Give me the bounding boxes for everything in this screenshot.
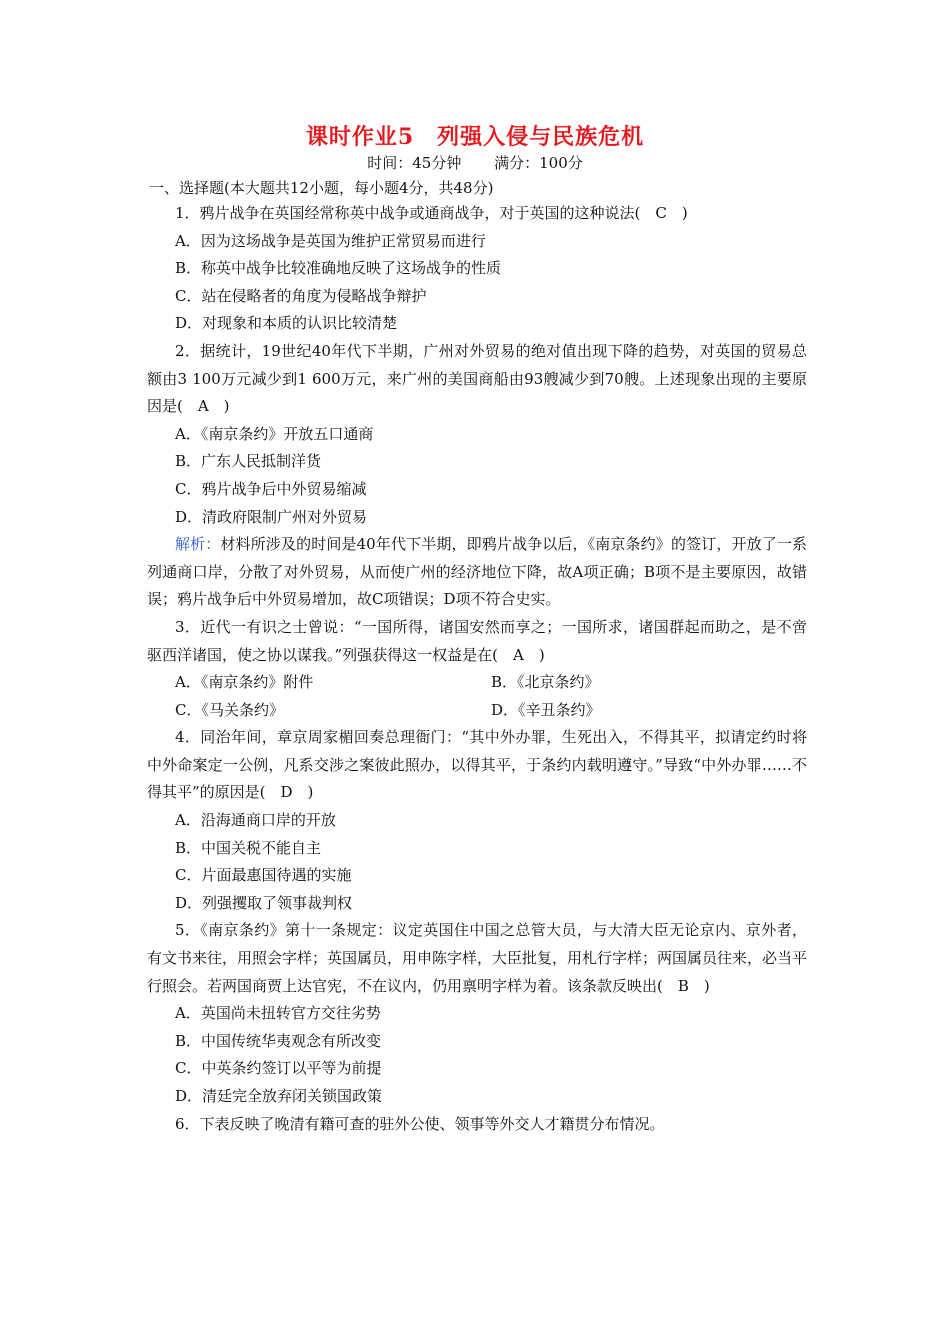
time-limit: 时间：45分钟 [367, 154, 462, 172]
question-1-option-b: B．称英中战争比较准确地反映了这场战争的性质 [175, 259, 502, 278]
analysis-text: 材料所涉及的时间是40年代下半期，即鸦片战争以后，《南京条约》的签订，开放了一系列通商口岸，分散了对外贸易，从而使广州的经济地位下降，故A项正确；B项不是主要原因，故错误；鸦片战争后中外贸易增加，故C项错误；D项不符合史实。 [147, 535, 807, 609]
exam-meta [0, 152, 950, 173]
question-3-option-c: C．《马关条约》 [175, 700, 284, 719]
question-5-option-c: C．中英条约签订以平等为前提 [175, 1059, 382, 1078]
question-3-options-row-1 [147, 669, 807, 697]
question-1-option-a: A．因为这场战争是英国为维护正常贸易而进行 [175, 231, 486, 250]
question-6-stem: 6．下表反映了晚清有籍可查的驻外公使、领事等外交人才籍贯分布情况。 [175, 1114, 665, 1133]
question-3-stem: 3．近代一有识之士曾说：“一国所得，诸国安然而享之；一国所求，诸国群起而助之，是不啻驱西洋诸国，使之协以谋我。”列强获得这一权益是在( A ) [147, 617, 807, 664]
question-5-option-d: D．清廷完全放弃闭关锁国政策 [175, 1087, 383, 1105]
question-5-option-a: A．英国尚未扭转官方交往劣势 [175, 1004, 381, 1023]
question-3-option-b: B．《北京条约》 [491, 673, 600, 692]
full-score: 满分：100分 [494, 154, 583, 172]
question-1-option-d: D．对现象和本质的认识比较清楚 [175, 314, 398, 333]
questions [147, 200, 807, 1138]
question-3-option-d: D．《辛丑条约》 [491, 700, 601, 719]
question-2-stem: 2．据统计，19世纪40年代下半期，广州对外贸易的绝对值出现下降的趋势，对英国的贸易总额由3 100万元减少到1 600万元，来广州的美国商船由93艘减少到70艘。上述现象出现的主要原因是( A ) [147, 341, 807, 416]
analysis-label: 解析： [175, 535, 221, 554]
question-5-option-b: B．中国传统华夷观念有所改变 [175, 1031, 382, 1050]
page-title: 课时作业5 列强入侵与民族危机 [305, 124, 645, 150]
section-heading: 一、选择题(本大题共12小题，每小题4分，共48分) [149, 179, 494, 197]
question-2-option-b: B．广东人民抵制洋货 [175, 452, 322, 471]
question-5-stem: 5．《南京条约》第十一条规定：议定英国住中国之总管大员，与大清大臣无论京内、京外者，有文书来往，用照会字样；英国属员，用申陈字样，大臣批复，用札行字样；两国属员往来，必当平行照会。若两国商贾上达官宪，不在议内，仍用禀明字样为着。该条款反映出( B ) [147, 921, 808, 995]
question-2-option-d: D．清政府限制广州对外贸易 [175, 507, 368, 526]
question-2-analysis [147, 531, 807, 614]
question-4-option-a: A．沿海通商口岸的开放 [175, 811, 336, 830]
question-2-option-c: C．鸦片战争后中外贸易缩减 [175, 479, 367, 498]
question-1-stem: 1．鸦片战争在英国经常称英中战争或通商战争，对于英国的这种说法( C ) [175, 204, 688, 222]
question-4-option-d: D．列强攫取了领事裁判权 [175, 893, 353, 912]
question-4-option-b: B．中国关税不能自主 [175, 838, 322, 857]
question-3-option-a: A．《南京条约》附件 [175, 673, 314, 692]
question-4-option-c: C．片面最惠国待遇的实施 [175, 866, 352, 885]
question-2-option-a: A．《南京条约》开放五口通商 [175, 424, 374, 443]
question-3-options-row-2 [147, 697, 807, 725]
question-1-option-c: C．站在侵略者的角度为侵略战争辩护 [175, 286, 427, 305]
question-4-stem: 4．同治年间，章京周家楣回奏总理衙门：“其中外办罪，生死出入，不得其平，拟请定约时将中外命案定一公例，凡系交涉之案彼此照办，以得其平，于条约内载明遵守。”导致“中外办罪……不得其平”的原因是( D ) [147, 728, 807, 802]
